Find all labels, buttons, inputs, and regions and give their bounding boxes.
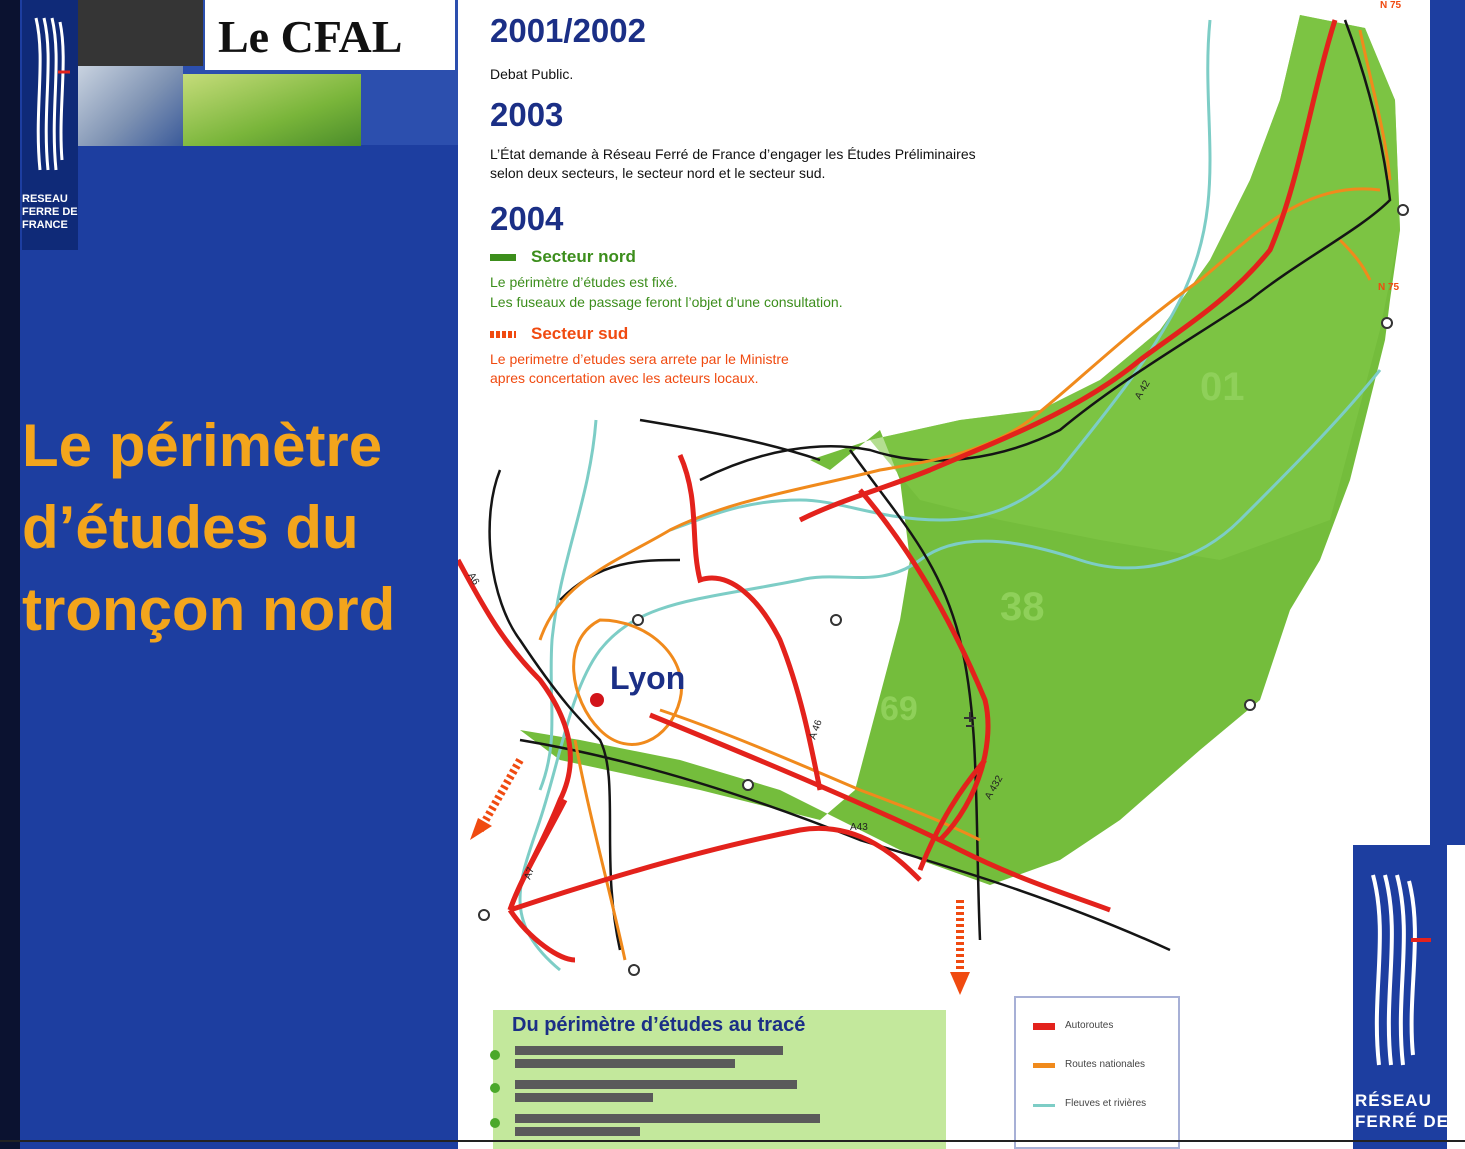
secteur-nord-line1: Le périmètre d’études est fixé.: [490, 274, 678, 290]
secteur-sud-label: Secteur sud: [531, 324, 629, 343]
label-a43: A43: [850, 822, 868, 833]
legend-label-rivers: Fleuves et rivières: [1065, 1098, 1147, 1109]
main-heading: [22, 405, 452, 651]
trace-title: Du périmètre d’études au tracé: [512, 1014, 806, 1036]
arrow-sud-west: [480, 760, 520, 830]
trace-bullet: [490, 1083, 500, 1093]
secteur-nord-label: Secteur nord: [531, 247, 636, 266]
rff-logo-bottom-text: [1355, 1090, 1455, 1132]
page-title: Le CFAL: [218, 11, 403, 62]
trace-placeholder-bar: [515, 1127, 640, 1136]
secteur-nord-line2: Les fuseaux de passage feront l’objet d’une consultation.: [490, 294, 843, 310]
legend-swatch-autoroutes: [1033, 1023, 1055, 1030]
city-marker: [743, 780, 753, 790]
heading-line-2: d’études du: [22, 494, 359, 561]
label-a432: A 432: [983, 773, 1006, 802]
header-photo-landscape: [183, 74, 361, 146]
trace-placeholder-bar: [515, 1114, 820, 1123]
railway-west: [490, 470, 620, 950]
city-marker: [1398, 205, 1408, 215]
railway-lyon: [560, 420, 820, 600]
city-marker: [1382, 318, 1392, 328]
arrow-head-south: [950, 972, 970, 995]
lyon-marker: [590, 693, 604, 707]
dept-38: 38: [1000, 585, 1045, 629]
city-marker: [831, 615, 841, 625]
text-2003-line2: selon deux secteurs, le secteur nord et le secteur sud.: [490, 165, 826, 181]
trace-placeholder-bar: [515, 1059, 735, 1068]
right-border: [1430, 0, 1465, 845]
legend-swatch-routes: [1033, 1063, 1055, 1068]
dept-01: 01: [1200, 365, 1245, 409]
text-2003-line1: L’État demande à Réseau Ferré de France d’engager les Études Préliminaires: [490, 146, 976, 162]
city-marker: [479, 910, 489, 920]
label-n75: N 75: [1378, 282, 1400, 293]
rff-logo-line2: FERRÉ DE: [1355, 1112, 1449, 1131]
lyon-label: Lyon: [610, 660, 686, 696]
trace-placeholder-bar: [515, 1080, 797, 1089]
secteur-nord-swatch: [490, 254, 516, 261]
label-a7: A7: [522, 865, 538, 882]
trace-bullet: [490, 1050, 500, 1060]
label-a46: A 46: [807, 718, 825, 742]
trace-placeholder-bar: [515, 1093, 653, 1102]
legend-swatch-rivers: [1033, 1104, 1055, 1107]
city-marker: [633, 615, 643, 625]
heading-line-1: Le périmètre: [22, 412, 383, 479]
secteur-sud-line2: apres concertation avec les acteurs locaux.: [490, 370, 759, 386]
year-2001-2002: 2001/2002: [490, 12, 646, 49]
rff-logo-icon: [22, 0, 78, 190]
trace-placeholder-bar: [515, 1046, 783, 1055]
rff-logo-line1: RÉSEAU: [1355, 1091, 1432, 1110]
label-a6: A6: [465, 571, 482, 588]
legend-label-autoroutes: Autoroutes: [1065, 1020, 1114, 1031]
rff-logo-text: RESEAU FERRE DE FRANCE: [22, 193, 78, 231]
city-marker: [1245, 700, 1255, 710]
debat-public-text: Debat Public.: [490, 66, 574, 82]
secteur-sud-swatch: [490, 331, 516, 338]
secteur-sud-line1: Le perimetre d’etudes sera arrete par le Ministre: [490, 351, 789, 367]
bottom-border: [0, 1140, 1465, 1142]
legend-label-routes: Routes nationales: [1065, 1059, 1146, 1070]
road-orange-3: [575, 740, 625, 960]
dept-69: 69: [880, 690, 918, 728]
header-dark-block: [78, 0, 203, 66]
label-a42: A 42: [1133, 378, 1153, 402]
map-legend: [1014, 996, 1180, 1149]
city-marker: [629, 965, 639, 975]
rff-logo-icon: [1353, 845, 1447, 1085]
perimeter-lighter: [870, 15, 1400, 560]
left-edge: [0, 0, 20, 1149]
year-2003: 2003: [490, 96, 564, 133]
header-photo-train: [78, 66, 183, 146]
heading-line-3: tronçon nord: [22, 576, 396, 643]
trace-bullet: [490, 1118, 500, 1128]
label-n75-top: N 75: [1380, 0, 1402, 11]
year-2004: 2004: [490, 200, 564, 237]
